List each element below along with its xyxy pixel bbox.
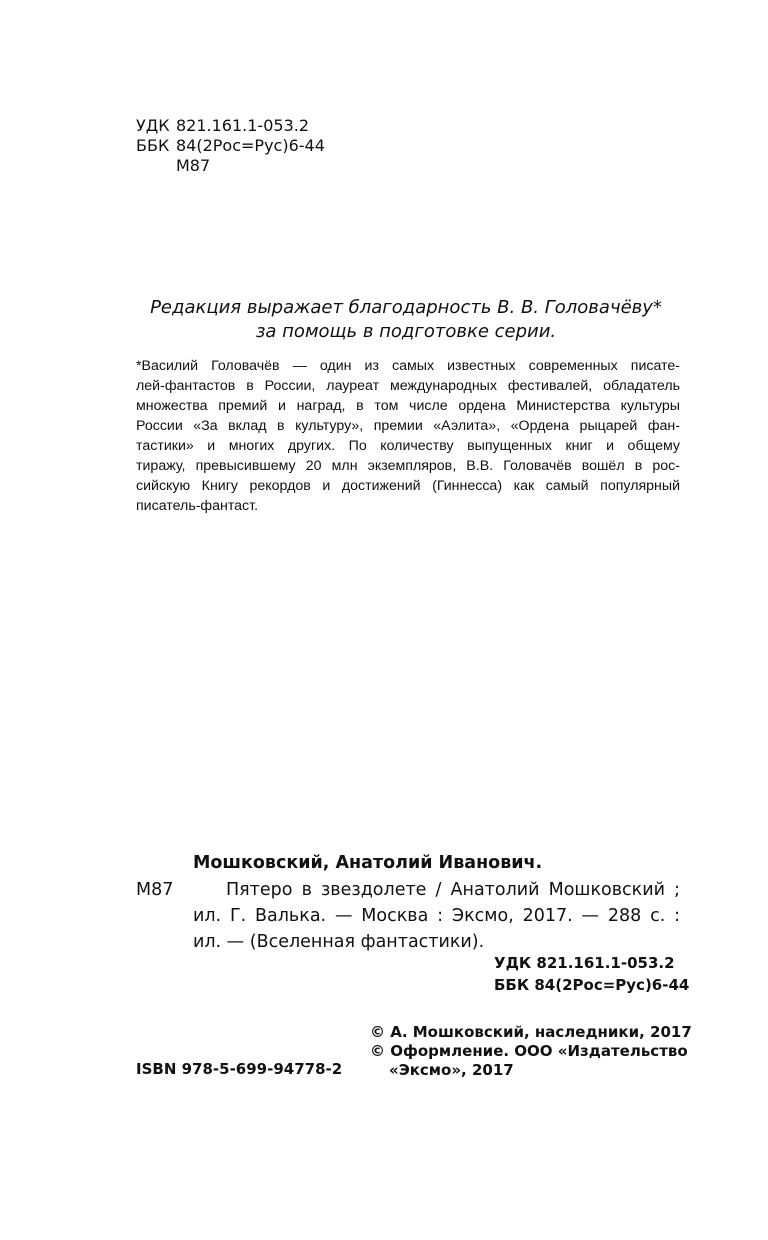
copyright-line-3: «Эксмо», 2017 [389, 1061, 514, 1079]
udk-label: УДК [136, 116, 170, 135]
udk-row [136, 116, 309, 136]
author-mark: М87 [176, 156, 211, 175]
thanks-line-2: за помощь в подготовке серии. [255, 321, 557, 342]
isbn: ISBN 978-5-699-94778-2 [136, 1060, 343, 1078]
copyright-line-2: © Оформление. ООО «Издательство [370, 1042, 688, 1060]
record-author: Мошковский, Анатолий Иванович. [193, 853, 543, 873]
bbk-label: ББК [136, 136, 170, 155]
thanks-line-1: Редакция выражает благодарность В. В. Головачёву* [150, 297, 662, 318]
record-bbk: ББК 84(2Рос=Рус)6-44 [494, 976, 690, 994]
author-mark-row [136, 156, 210, 176]
record-udk: УДК 821.161.1-053.2 [494, 954, 675, 972]
record-description-line: Пятеро в звездолете / Анатолий Мошковский ; [226, 880, 680, 900]
footnote-line: тастики» и многих других. По количеству выпущенных книг и общему [136, 438, 680, 454]
record-description-line: ил. Г. Валька. — Москва : Эксмо, 2017. — 288 с. : [193, 906, 680, 926]
footnote-line: множества премий и наград, в том числе ордена Министерства культуры [136, 398, 680, 414]
record-description-line: ил. — (Вселенная фантастики). [193, 932, 485, 952]
udk-value: 821.161.1-053.2 [176, 116, 310, 135]
copyright-line-1: © А. Мошковский, наследники, 2017 [370, 1023, 692, 1041]
footnote-line: тиражу, превысившему 20 млн экземпляров, В.В. Головачёв вошёл в рос- [136, 458, 680, 474]
footnote-line: сийскую Книгу рекордов и достижений (Гиннесса) как самый популярный [136, 478, 680, 494]
record-code: М87 [136, 880, 174, 900]
footnote-line: России «За вклад в культуру», премии «Аэлита», «Ордена рыцарей фан- [136, 418, 680, 434]
footnote-line: писатель-фантаст. [136, 498, 259, 514]
bbk-row [136, 136, 325, 156]
bbk-value: 84(2Рос=Рус)6-44 [176, 136, 325, 155]
footnote-line: *Василий Головачёв — один из самых известных современных писате- [136, 358, 680, 374]
footnote-line: лей-фантастов в России, лауреат международных фестивалей, обладатель [136, 378, 680, 394]
